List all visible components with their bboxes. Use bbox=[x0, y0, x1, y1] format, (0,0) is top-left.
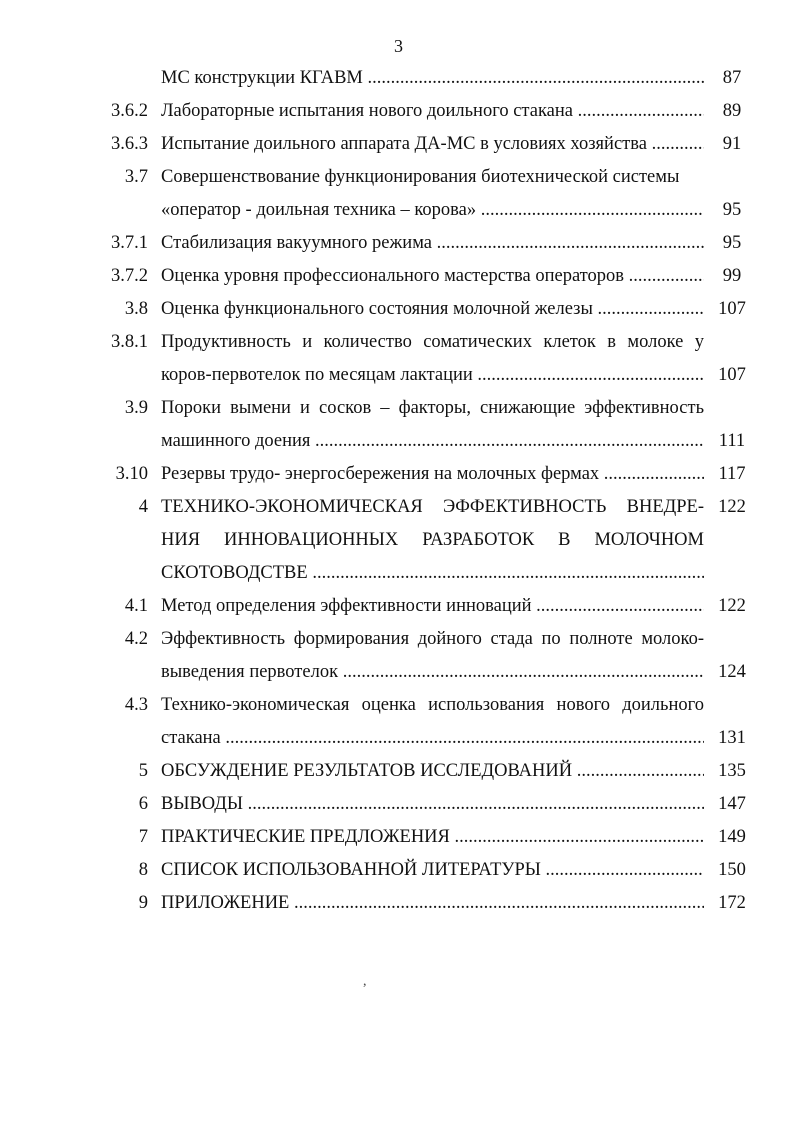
toc-title: Метод определения эффективности инноваций ..... bbox=[161, 590, 704, 623]
toc-number: 3.6.3 bbox=[111, 134, 148, 154]
toc-title-line: НИЯ ИННОВАЦИОННЫХ РАЗРАБОТОК В МОЛОЧНОМ bbox=[161, 530, 704, 550]
toc-title: СПИСОК ИСПОЛЬЗОВАННОЙ ЛИТЕРАТУРЫ ..... bbox=[161, 854, 704, 887]
toc-title: Оценка уровня профессионального мастерства операторов ..... bbox=[161, 260, 704, 293]
toc-number: 3.6.2 bbox=[111, 101, 148, 121]
toc-title: Оценка функционального состояния молочной железы ..... bbox=[161, 293, 704, 326]
toc-number: 3.9 bbox=[124, 398, 148, 418]
toc-title: Лабораторные испытания нового доильного стакана ..... bbox=[161, 95, 704, 128]
toc-title-line: ТЕХНИКО-ЭКОНОМИЧЕСКАЯ ЭФФЕКТИВНОСТЬ ВНЕДРЕ- bbox=[161, 497, 704, 517]
toc-title-line: выведения первотелок ..... bbox=[161, 656, 704, 689]
toc-title-line: Эффективность формирования дойного стада по полноте молоко- bbox=[161, 629, 704, 649]
toc-number: 3.10 bbox=[115, 464, 148, 484]
toc-number: 4.2 bbox=[124, 629, 148, 649]
toc-number: 4 bbox=[138, 497, 148, 517]
toc-number: 5 bbox=[138, 761, 148, 781]
toc-page: 172 bbox=[718, 893, 746, 913]
toc-page: 122 bbox=[718, 596, 746, 616]
toc-title-line: Совершенствование функционирования биотехнической системы bbox=[161, 167, 680, 187]
toc-page: 124 bbox=[718, 662, 746, 682]
toc-page: 95 bbox=[722, 233, 742, 253]
toc-page: 87 bbox=[722, 68, 742, 88]
toc-page: 122 bbox=[718, 497, 746, 517]
toc-page: 107 bbox=[718, 365, 746, 385]
toc-page: 91 bbox=[722, 134, 742, 154]
toc-title: ПРАКТИЧЕСКИЕ ПРЕДЛОЖЕНИЯ ..... bbox=[161, 821, 704, 854]
toc-number: 3.8 bbox=[124, 299, 148, 319]
toc-page: 117 bbox=[718, 464, 746, 484]
stray-mark: , bbox=[363, 974, 367, 989]
toc-title-line: машинного доения ..... bbox=[161, 425, 704, 458]
toc-page: 99 bbox=[722, 266, 742, 286]
toc-title: Резервы трудо- энергосбережения на молочных фермах ..... bbox=[161, 458, 704, 491]
toc-page: 131 bbox=[718, 728, 746, 748]
toc-page: 150 bbox=[718, 860, 746, 880]
toc-page: 111 bbox=[718, 431, 746, 451]
toc-title: ВЫВОДЫ ..... bbox=[161, 788, 704, 821]
toc-number: 3.7.2 bbox=[111, 266, 148, 286]
toc-number: 7 bbox=[138, 827, 148, 847]
toc-title-line: «оператор - доильная техника – корова» ..... bbox=[161, 194, 704, 227]
toc-title: ОБСУЖДЕНИЕ РЕЗУЛЬТАТОВ ИССЛЕДОВАНИЙ ..... bbox=[161, 755, 704, 788]
toc-page: 147 bbox=[718, 794, 746, 814]
table-of-contents bbox=[0, 58, 797, 1118]
toc-title-line: Технико-экономическая оценка использования нового доильного bbox=[161, 695, 704, 715]
toc-number: 9 bbox=[138, 893, 148, 913]
toc-number: 3.7 bbox=[124, 167, 148, 187]
toc-number: 6 bbox=[138, 794, 148, 814]
toc-page: 135 bbox=[718, 761, 746, 781]
toc-number: 8 bbox=[138, 860, 148, 880]
toc-number: 3.8.1 bbox=[111, 332, 148, 352]
toc-number: 4.3 bbox=[124, 695, 148, 715]
toc-page: 149 bbox=[718, 827, 746, 847]
toc-page: 107 bbox=[718, 299, 746, 319]
page-number: 3 bbox=[394, 36, 403, 56]
toc-title: МС конструкции КГАВМ ..... bbox=[161, 62, 704, 95]
toc-title-line: Продуктивность и количество соматических клеток в молоке у bbox=[161, 332, 704, 352]
toc-title-line: Пороки вымени и сосков – факторы, снижающие эффективность bbox=[161, 398, 704, 418]
toc-title: Стабилизация вакуумного режима ..... bbox=[161, 227, 704, 260]
toc-page: 89 bbox=[722, 101, 742, 121]
toc-title-line: коров-первотелок по месяцам лактации ..... bbox=[161, 359, 704, 392]
toc-title-line: СКОТОВОДСТВЕ ..... bbox=[161, 557, 704, 590]
toc-title: Испытание доильного аппарата ДА-МС в условиях хозяйства ..... bbox=[161, 128, 704, 161]
toc-number: 3.7.1 bbox=[111, 233, 148, 253]
toc-title-line: стакана ..... bbox=[161, 722, 704, 755]
toc-title: ПРИЛОЖЕНИЕ ..... bbox=[161, 887, 704, 920]
toc-page: 95 bbox=[722, 200, 742, 220]
toc-number: 4.1 bbox=[124, 596, 148, 616]
